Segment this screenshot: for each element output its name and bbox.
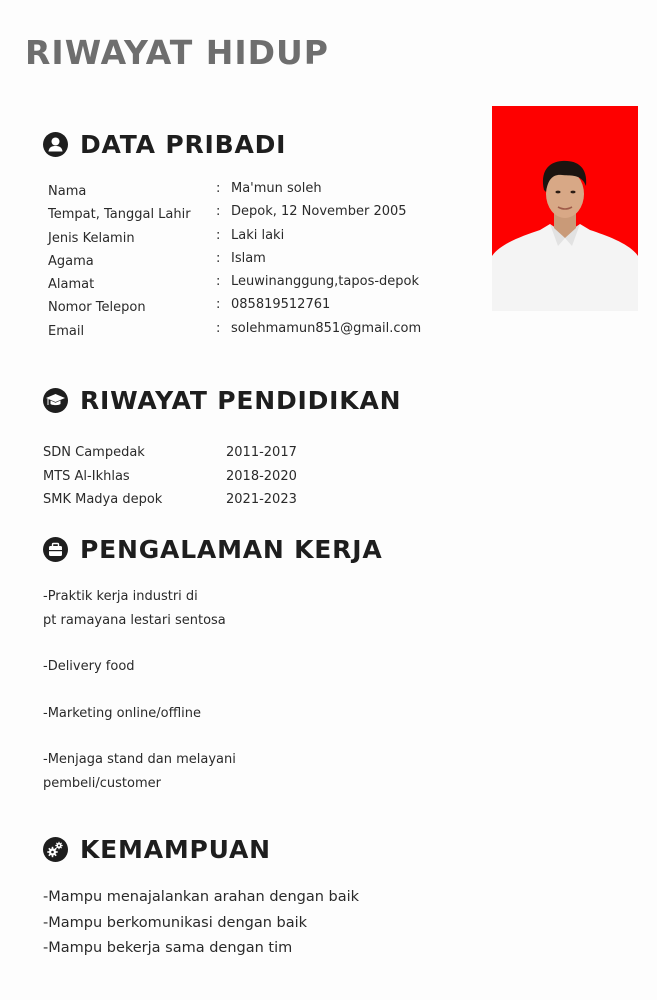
info-separator: :	[216, 250, 221, 266]
info-label: Nomor Telepon	[48, 300, 146, 316]
info-value: Laki laki	[231, 227, 285, 243]
info-value: Leuwinanggung,tapos-depok	[231, 274, 420, 290]
info-separator: :	[216, 320, 221, 336]
skill-item: -Mampu berkomunikasi dengan baik	[43, 914, 308, 931]
info-label: Tempat, Tanggal Lahir	[48, 207, 191, 223]
page-title: RIWAYAT HIDUP	[25, 33, 329, 72]
experience-item	[43, 655, 135, 679]
info-separator: :	[216, 274, 221, 290]
school-years: 2018-2020	[226, 468, 297, 484]
section-title: PENGALAMAN KERJA	[80, 534, 383, 564]
experience-line: -Delivery food	[43, 659, 135, 674]
experience-item	[43, 585, 226, 632]
info-label: Nama	[48, 184, 87, 199]
info-label: Alamat	[48, 277, 95, 293]
section-title: RIWAYAT PENDIDIKAN	[80, 385, 402, 415]
experience-line: -Praktik kerja industri di	[43, 589, 198, 604]
user-circle-icon	[43, 132, 68, 157]
section-title: KEMAMPUAN	[80, 834, 271, 864]
portrait-illustration	[492, 106, 638, 311]
section-heading-education	[43, 383, 401, 417]
section-heading-skills	[43, 832, 271, 866]
skill-item: -Mampu menajalankan arahan dengan baik	[43, 889, 360, 905]
school-years: 2021-2023	[226, 492, 297, 507]
info-separator: :	[216, 204, 221, 220]
experience-line: -Menjaga stand dan melayani	[43, 752, 236, 767]
school-name: SMK Madya depok	[43, 492, 163, 507]
gears-icon	[43, 837, 68, 862]
info-label: Email	[48, 323, 85, 339]
experience-item	[43, 702, 201, 726]
profile-photo	[492, 106, 638, 311]
section-title: DATA PRIBADI	[80, 129, 287, 159]
school-name: MTS Al-Ikhlas	[43, 468, 130, 484]
info-label: Jenis Kelamin	[48, 230, 135, 246]
skills-list	[43, 885, 359, 962]
info-label: Agama	[48, 253, 94, 269]
info-value: 085819512761	[231, 297, 331, 313]
info-value: Ma'mun soleh	[231, 181, 322, 196]
info-separator: :	[216, 181, 221, 196]
briefcase-icon	[43, 537, 68, 562]
info-separator: :	[216, 297, 221, 313]
experience-line: pembeli/customer	[43, 775, 161, 791]
info-value: Islam	[231, 250, 266, 266]
section-heading-experience	[43, 532, 382, 566]
school-name: SDN Campedak	[43, 445, 145, 460]
section-heading-personal	[43, 127, 286, 161]
experience-item	[43, 748, 236, 795]
graduation-cap-icon	[43, 388, 68, 413]
info-value: solehmamun851@gmail.com	[231, 320, 422, 336]
experience-line: -Marketing online/offline	[43, 706, 202, 721]
skill-item: -Mampu bekerja sama dengan tim	[43, 940, 293, 956]
info-value: Depok, 12 November 2005	[231, 204, 407, 220]
experience-line: pt ramayana lestari sentosa	[43, 612, 226, 628]
school-years: 2011-2017	[226, 445, 297, 460]
info-separator: :	[216, 227, 221, 243]
